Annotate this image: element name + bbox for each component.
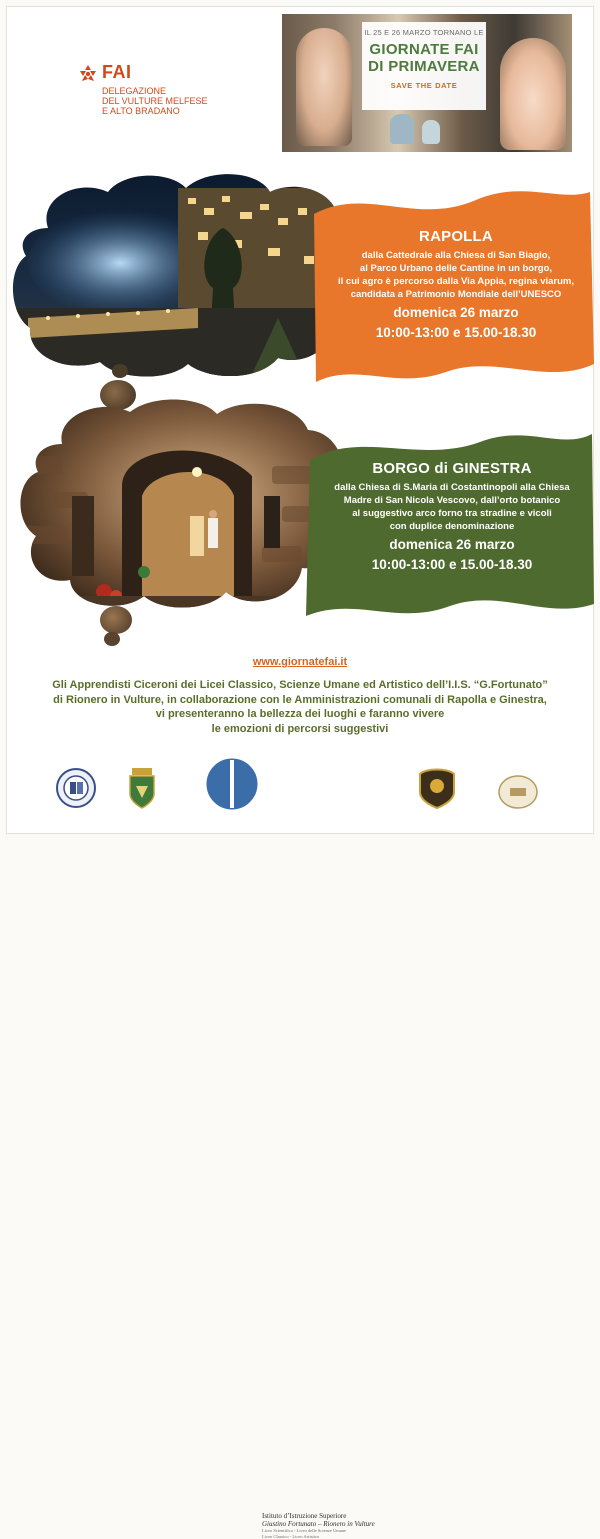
municipal-crest-icon (416, 766, 458, 810)
institute-logo-icon (204, 756, 260, 812)
fai-delegation: DELEGAZIONE DEL VULTURE MELFESE E ALTO BRADANO (102, 86, 208, 116)
rapolla-text (326, 228, 586, 340)
website-link[interactable]: www.giornatefai.it (252, 656, 348, 668)
ginestra-description: dalla Chiesa di S.Maria di Costantinopoli alla Chiesa Madre di San Nicola Vescovo, dall’orto botanico al suggestivo arco forno tra stradine e vicoli con duplice denominazione (334, 482, 570, 532)
ginestra-date: domenica 26 marzo (389, 537, 515, 552)
thought-bubble (100, 606, 132, 634)
banner-photo-child (500, 38, 566, 150)
intro-text: Gli Apprendisti Ciceroni dei Licei Classico, Scienze Umane ed Artistico dell’I.I.S. “G.Fortunato” di Rionero in Vulture, in collaborazione con le Amministrazioni comunali di Rapolla e Ginestra, vi presenteranno la bellezza dei luoghi e faranno vivere le emozioni di percorsi suggestivi (52, 679, 548, 735)
fai-name: FAI (102, 62, 132, 82)
banner-photo-vase (422, 120, 440, 144)
thought-bubble (112, 364, 128, 378)
fai-logo (78, 62, 208, 122)
rapolla-date: domenica 26 marzo (393, 305, 519, 320)
save-the-date: SAVE THE DATE (390, 81, 458, 90)
school-badge-icon (56, 768, 96, 808)
ginestra-text (318, 460, 586, 572)
banner-card (362, 22, 486, 110)
banner-photo-woman (296, 28, 352, 146)
seal-icon (498, 774, 538, 810)
partner-logos (0, 748, 600, 1539)
fai-flower-icon (78, 64, 98, 84)
school-name-block (262, 1512, 382, 1539)
ginestra-title: BORGO di GINESTRA (372, 460, 532, 477)
giornate-fai-banner (282, 14, 572, 152)
ginestra-hours: 10:00-13:00 e 15.00-18.30 (371, 557, 533, 572)
rapolla-photo-cloud (8, 168, 353, 383)
banner-title-line2: DI PRIMAVERA (368, 58, 480, 75)
school-line3: Liceo Scientifico - Liceo delle Scienze Umane Liceo Classico - Liceo Artistico (262, 1528, 346, 1539)
banner-photo-vase (390, 114, 414, 144)
school-line2: Giustino Fortunato – Rionero in Vulture (262, 1520, 375, 1528)
banner-title-line1: GIORNATE FAI (369, 41, 479, 58)
rapolla-title: RAPOLLA (419, 228, 493, 245)
school-line1: Istituto d’Istruzione Superiore (262, 1512, 347, 1520)
municipal-crest-icon (124, 766, 160, 810)
rapolla-panel (306, 186, 596, 391)
banner-top-line: IL 25 E 26 MARZO TORNANO LE (364, 28, 484, 37)
rapolla-description: dalla Cattedrale alla Chiesa di San Biagio, al Parco Urbano delle Cantine in un borgo, il cui agro è percorso dalla Via Appia, regina viarum, candidata a Patrimonio Mondiale dell’UNESCO (338, 250, 574, 300)
rapolla-hours: 10:00-13:00 e 15.00-18.30 (375, 325, 537, 340)
rapolla-photo (8, 168, 353, 383)
thought-bubble (104, 632, 120, 646)
ginestra-panel (300, 420, 596, 625)
